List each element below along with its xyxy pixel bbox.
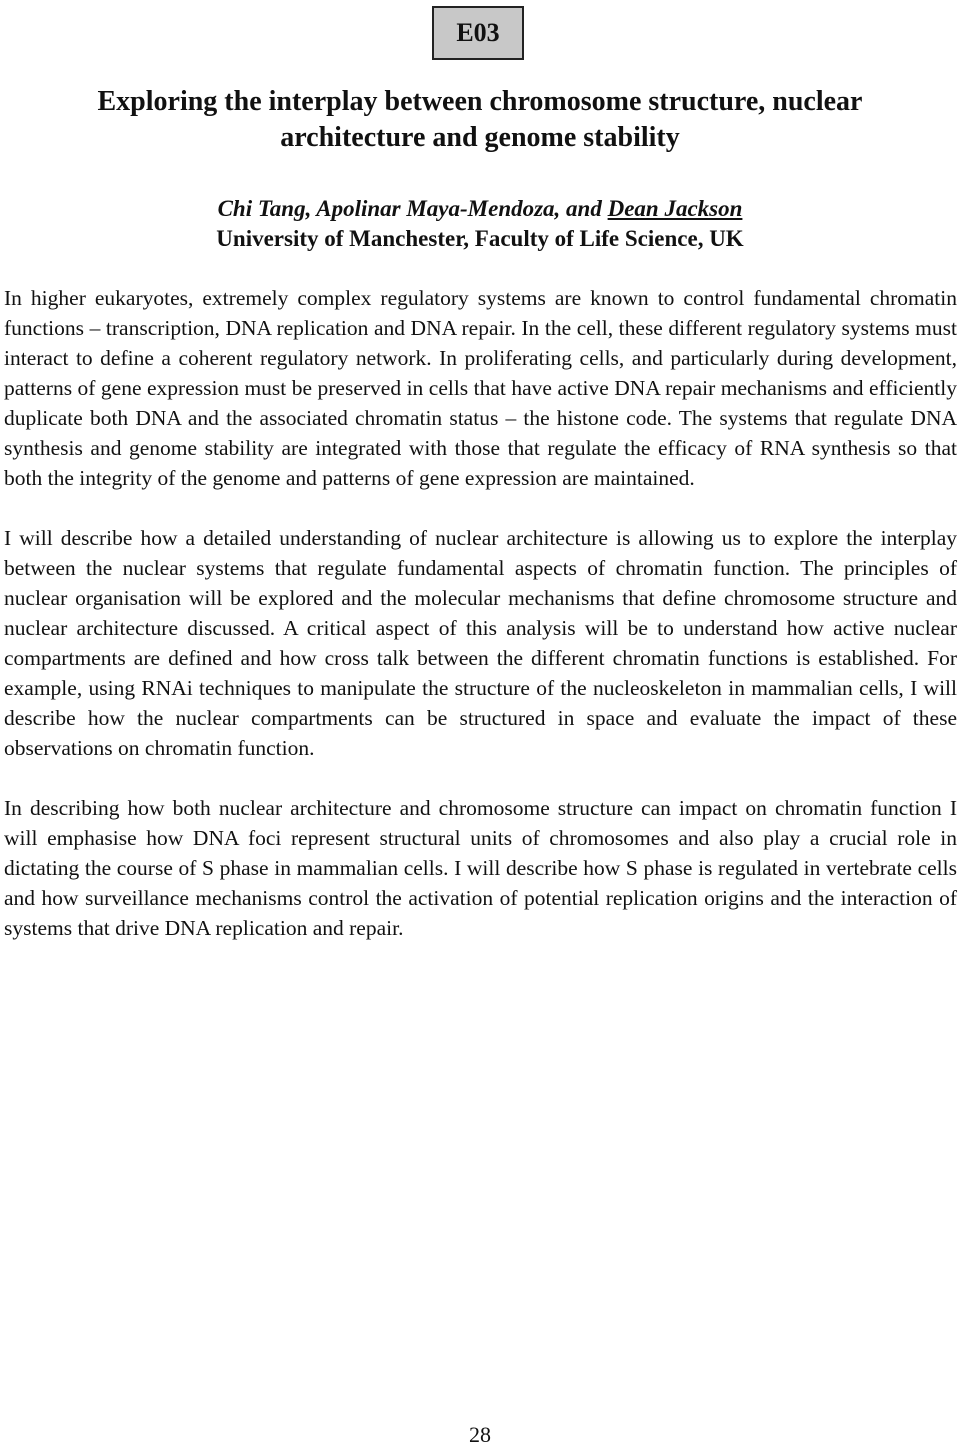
author-names bbox=[0, 194, 960, 224]
abstract-code: E03 bbox=[456, 18, 500, 47]
title-line-2: architecture and genome stability bbox=[280, 122, 680, 153]
paragraph-2: I will describe how a detailed understanding of nuclear architecture is allowing us to explore the interplay between the nuclear systems that regulate fundamental aspects of chromatin function. The principles of nuclear organisation will be explored and the molecular mechanisms that define chromosome structure and nuclear architecture discussed. A critical aspect of this analysis will be to understand how active nuclear compartments are defined and how cross talk between the different chromatin functions is established. For example, using RNAi techniques to manipulate the structure of the nucleoskeleton in mammalian cells, I will describe how the nuclear compartments can be structured in space and evaluate the impact of these observations on chromatin function. bbox=[4, 526, 957, 760]
paragraph-3: In describing how both nuclear architecture and chromosome structure can impact on chromatin function I will emphasise how DNA foci represent structural units of chromosomes and also play a crucial role in dictating the course of S phase in mammalian cells. I will describe how S phase is regulated in vertebrate cells and how surveillance mechanisms control the activation of potential replication origins and the interaction of systems that drive DNA replication and repair. bbox=[4, 796, 957, 940]
co-authors: Chi Tang, Apolinar Maya-Mendoza, and bbox=[217, 196, 608, 221]
paragraph-1: In higher eukaryotes, extremely complex regulatory systems are known to control fundamental chromatin functions – transcription, DNA replication and DNA repair. In the cell, these different regulatory systems must interact to define a coherent regulatory network. In proliferating cells, and particularly during development, patterns of gene expression must be preserved in cells that have active DNA repair mechanisms and efficiently duplicate both DNA and the associated chromatin status – the histone code. The systems that regulate DNA synthesis and genome stability are integrated with those that regulate the efficacy of RNA synthesis so that both the integrity of the genome and patterns of gene expression are maintained. bbox=[4, 286, 957, 490]
title-line-1: Exploring the interplay between chromosome structure, nuclear bbox=[97, 86, 863, 117]
abstract-title bbox=[0, 84, 960, 156]
abstract-code-box bbox=[432, 6, 524, 60]
presenting-author: Dean Jackson bbox=[607, 196, 743, 221]
page-number: 28 bbox=[469, 1422, 491, 1447]
affiliation: University of Manchester, Faculty of Life Science, UK bbox=[216, 226, 744, 251]
author-block bbox=[0, 194, 960, 254]
abstract-body bbox=[4, 283, 957, 973]
